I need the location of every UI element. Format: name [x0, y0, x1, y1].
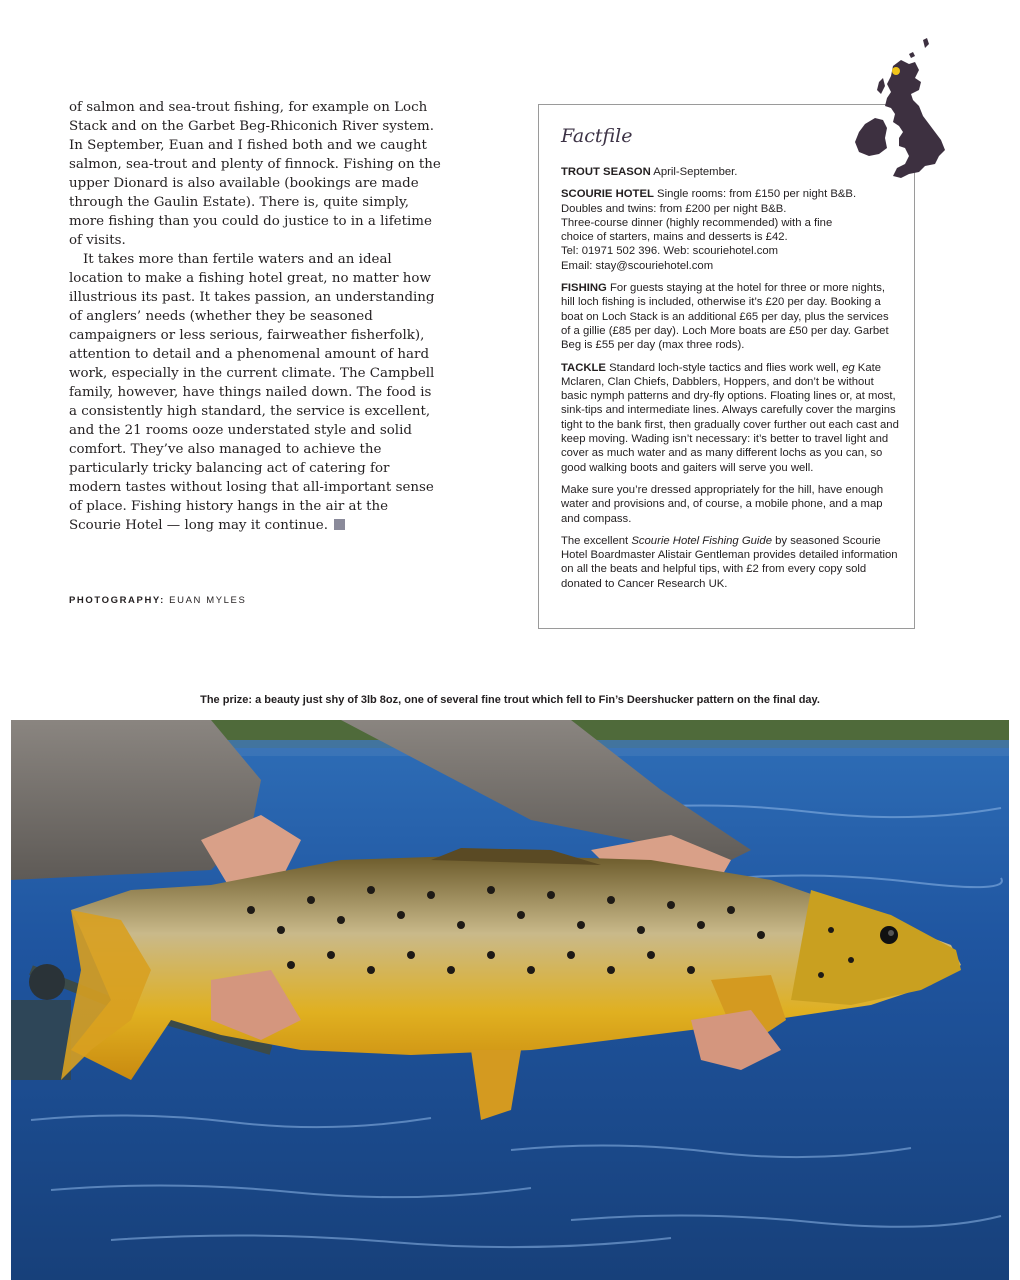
- article-paragraph: [69, 250, 441, 535]
- factfile-text: by seasoned Scourie Hotel Boardmaster Alistair Gentleman provides detailed information on all the beats and helpful tips, with £2 from every copy sold donated to Cancer Research UK.: [561, 534, 898, 590]
- photo-credit: [69, 595, 246, 606]
- factfile-dress-note: Make sure you’re dressed appropriately for the hill, have enough water and provisions and, of course, a mobile phone, and a map and compass.: [561, 483, 884, 525]
- factfile-label: FISHING: [561, 282, 607, 295]
- factfile-label: SCOURIE HOTEL: [561, 188, 654, 201]
- factfile-line: choice of starters, mains and desserts is £42.: [561, 231, 788, 244]
- factfile-line: Doubles and twins: from £200 per night B&B.: [561, 202, 787, 215]
- factfile-line: Email: stay@scouriehotel.com: [561, 259, 714, 272]
- end-mark-icon: [334, 519, 345, 530]
- factfile-label: TACKLE: [561, 361, 606, 374]
- factfile-text: The excellent: [561, 534, 629, 547]
- factfile-guide-title: Scourie Hotel Fishing Guide: [631, 534, 772, 547]
- trout-photo-illustration: [11, 720, 1009, 1280]
- photo-caption: The prize: a beauty just shy of 3lb 8oz, one of several fine trout which fell to Fin’s Deershucker pattern on the final day.: [200, 694, 820, 706]
- factfile-fishing: [561, 281, 899, 352]
- factfile-title: Factfile: [561, 125, 633, 147]
- article-body: [69, 98, 441, 535]
- factfile-text: For guests staying at the hotel for three or more nights, hill loch fishing is included, otherwise it’s £20 per day. Booking a boat on Loch Stack is an additional £65 per day, plus the services of a gillie (£85 per day). Loch More boats are £50 per day. Garbet Beg is £55 per day (max three rods).: [561, 282, 889, 352]
- factfile-hotel: [561, 187, 899, 273]
- trout-photo: [11, 720, 1009, 1280]
- factfile-content: [561, 165, 899, 599]
- factfile-text: Kate Mclaren, Clan Chiefs, Dabblers, Hoppers, and don’t be without basic nymph patterns and dry-fly options. Floating lines or, at most, sink-tips and intermediate lines. Always carefully cover the margins tight to the bank first, then gradually cover further out each cast and keep moving. Wading isn’t necessary: it’s better to travel light and cover as much water and as many different lochs as you can, so good walking boots and gaiters will serve you well.: [561, 361, 899, 474]
- factfile-text: Standard loch-style tactics and flies work well,: [609, 361, 839, 374]
- factfile-box: [538, 104, 915, 629]
- factfile-tackle: [561, 361, 899, 475]
- photo-credit-name: EUAN MYLES: [169, 595, 247, 606]
- factfile-text: April-September.: [653, 166, 738, 178]
- uk-map-shape: [855, 38, 945, 178]
- factfile-label: TROUT SEASON: [561, 166, 651, 178]
- factfile-line: Single rooms: from £150 per night B&B.: [657, 188, 857, 201]
- article-paragraph: of salmon and sea-trout fishing, for example on Loch Stack and on the Garbet Beg-Rhiconich River system. In September, Euan and I fished both and we caught salmon, sea-trout and plenty of finnock. Fishing on the upper Dionard is also available (bookings are made through the Gaulin Estate). There is, quite simply, more fishing than you could do justice to in a lifetime of visits.: [69, 100, 441, 248]
- factfile-eg: eg: [842, 361, 855, 374]
- photo-credit-label: PHOTOGRAPHY:: [69, 595, 165, 606]
- uk-map-icon: [849, 36, 953, 182]
- article-paragraph-text: It takes more than fertile waters and an ideal location to make a fishing hotel great, no matter how illustrious its past. It takes passion, an understanding of anglers’ needs (whether they be seasoned campaigners or less serious, fairweather fisherfolk), attention to detail and a phenomenal amount of hard work, especially in the current climate. The Campbell family, however, have things nailed down. The food is a consistently high standard, the service is excellent, and the 21 rooms ooze understated style and solid comfort. They’ve also managed to achieve the particularly tricky balancing act of catering for modern tastes without losing that all-important sense of place. Fishing history hangs in the air at the Scourie Hotel — long may it continue.: [69, 252, 435, 533]
- factfile-line: Three-course dinner (highly recommended) with a fine: [561, 216, 833, 229]
- factfile-guide: [561, 534, 899, 591]
- factfile-line: Tel: 01971 502 396. Web: scouriehotel.com: [561, 245, 779, 258]
- location-marker-icon: [892, 67, 900, 75]
